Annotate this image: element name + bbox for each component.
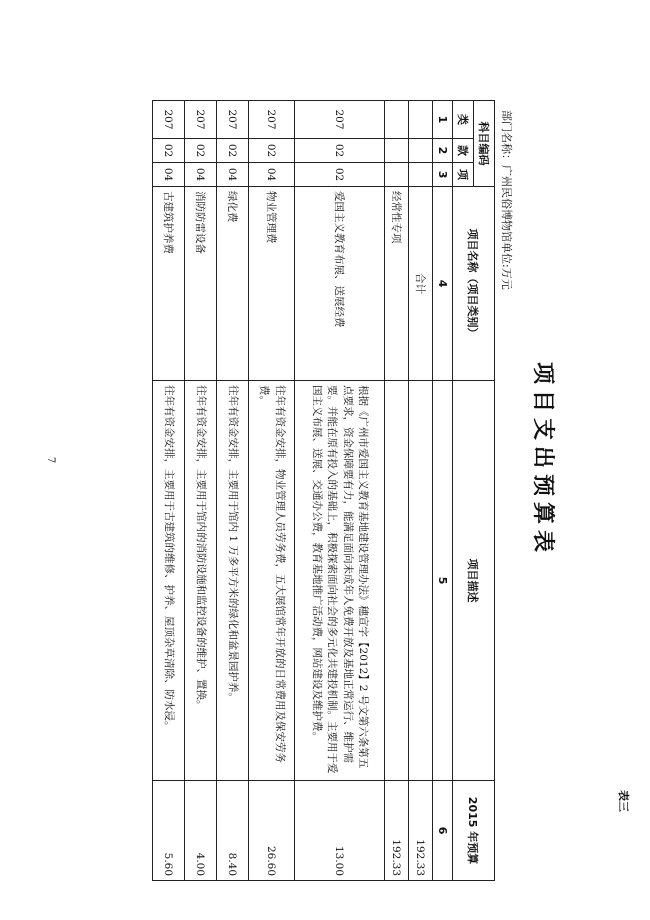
xiang-cell: 04 xyxy=(217,163,249,187)
total-amount: 192.33 xyxy=(409,781,433,881)
project-name-cell: 古建筑护养费 xyxy=(153,187,185,381)
lei-cell: 207 xyxy=(217,101,249,139)
amount-cell: 26.60 xyxy=(249,781,295,881)
budget-table xyxy=(152,100,495,881)
amount-cell: 4.00 xyxy=(185,781,217,881)
xiang-cell: 04 xyxy=(185,163,217,187)
kuan-cell: 02 xyxy=(295,139,385,163)
index-cell: 6 xyxy=(433,781,453,881)
index-row xyxy=(433,101,453,881)
amount-cell: 5.60 xyxy=(153,781,185,881)
index-cell: 4 xyxy=(433,187,453,381)
xiang-cell: 04 xyxy=(153,163,185,187)
page-title: 项目支出预算表 xyxy=(530,361,555,558)
category-amount: 192.33 xyxy=(385,781,409,881)
lei-cell: 207 xyxy=(295,101,385,139)
lei-cell: 207 xyxy=(153,101,185,139)
project-name-cell: 爱国主义教育布展、送展经费 xyxy=(295,187,385,381)
index-cell: 1 xyxy=(433,101,453,139)
total-label: 合计 xyxy=(409,187,433,381)
lei-cell: 207 xyxy=(249,101,295,139)
xiang-cell: 04 xyxy=(249,163,295,187)
xiang-header: 项 xyxy=(453,163,474,187)
table-row xyxy=(217,101,249,881)
kuan-header: 款 xyxy=(453,139,474,163)
lei-header: 类 xyxy=(453,101,474,139)
project-name-cell: 物业管理费 xyxy=(249,187,295,381)
project-name-cell: 绿化费 xyxy=(217,187,249,381)
table-row xyxy=(249,101,295,881)
table-row xyxy=(295,101,385,881)
table-row xyxy=(153,101,185,881)
project-desc-cell: 往年有资金安排，主要用于古建筑的维修、护养、屋顶杂草清除、防水浸。 xyxy=(153,381,185,781)
amount-cell: 8.40 xyxy=(217,781,249,881)
code-group-header: 科目编码 xyxy=(474,101,495,187)
lei-cell: 207 xyxy=(185,101,217,139)
table-row xyxy=(185,101,217,881)
project-name-cell: 消防防雷设备 xyxy=(185,187,217,381)
category-row xyxy=(385,101,409,881)
table-number: 表三 xyxy=(617,790,630,812)
page-number: 7 xyxy=(45,456,56,464)
department-line: 部门名称：广州民俗博物馆单位:万元 xyxy=(500,110,513,290)
project-desc-cell: 往年有资金安排，主要用于馆内 1 万多平方米的绿化和盆景园护养。 xyxy=(217,381,249,781)
header-row-1 xyxy=(474,101,495,881)
amount-cell: 13.00 xyxy=(295,781,385,881)
kuan-cell: 02 xyxy=(153,139,185,163)
index-cell: 3 xyxy=(433,163,453,187)
project-name-header: 项目名称（项目类别） xyxy=(453,187,495,381)
xiang-cell: 02 xyxy=(295,163,385,187)
index-cell: 2 xyxy=(433,139,453,163)
index-cell: 5 xyxy=(433,381,453,781)
project-desc-header: 项目描述 xyxy=(453,381,495,781)
kuan-cell: 02 xyxy=(217,139,249,163)
kuan-cell: 02 xyxy=(185,139,217,163)
total-row xyxy=(409,101,433,881)
category-label: 经常性专项 xyxy=(385,187,409,381)
project-desc-cell: 往年有资金安排，主要用于馆内的消防设施和监控设备的维护、置换。 xyxy=(185,381,217,781)
project-desc-cell: 根据《广州市爱国主义教育基地建设管理办法》穗宣字【2012】2 号文第六条第五点要求，资金保障要有力，能满足面向未成年人免费开放及基地正常运行、维护需要。并能在原有投入的基础上，积极探索面向社会的多元化共建投机制。主要用于爱国主义布展、送展、交通办公费，教育基地推广活动费，网站建设及维护费。 xyxy=(295,381,385,781)
budget-header: 2015 年预算 xyxy=(453,781,495,881)
project-desc-cell: 往年有资金安排，物业管理人员劳务费，五大展馆常年开放的日常费用及保安劳务费。 xyxy=(249,381,295,781)
kuan-cell: 02 xyxy=(249,139,295,163)
